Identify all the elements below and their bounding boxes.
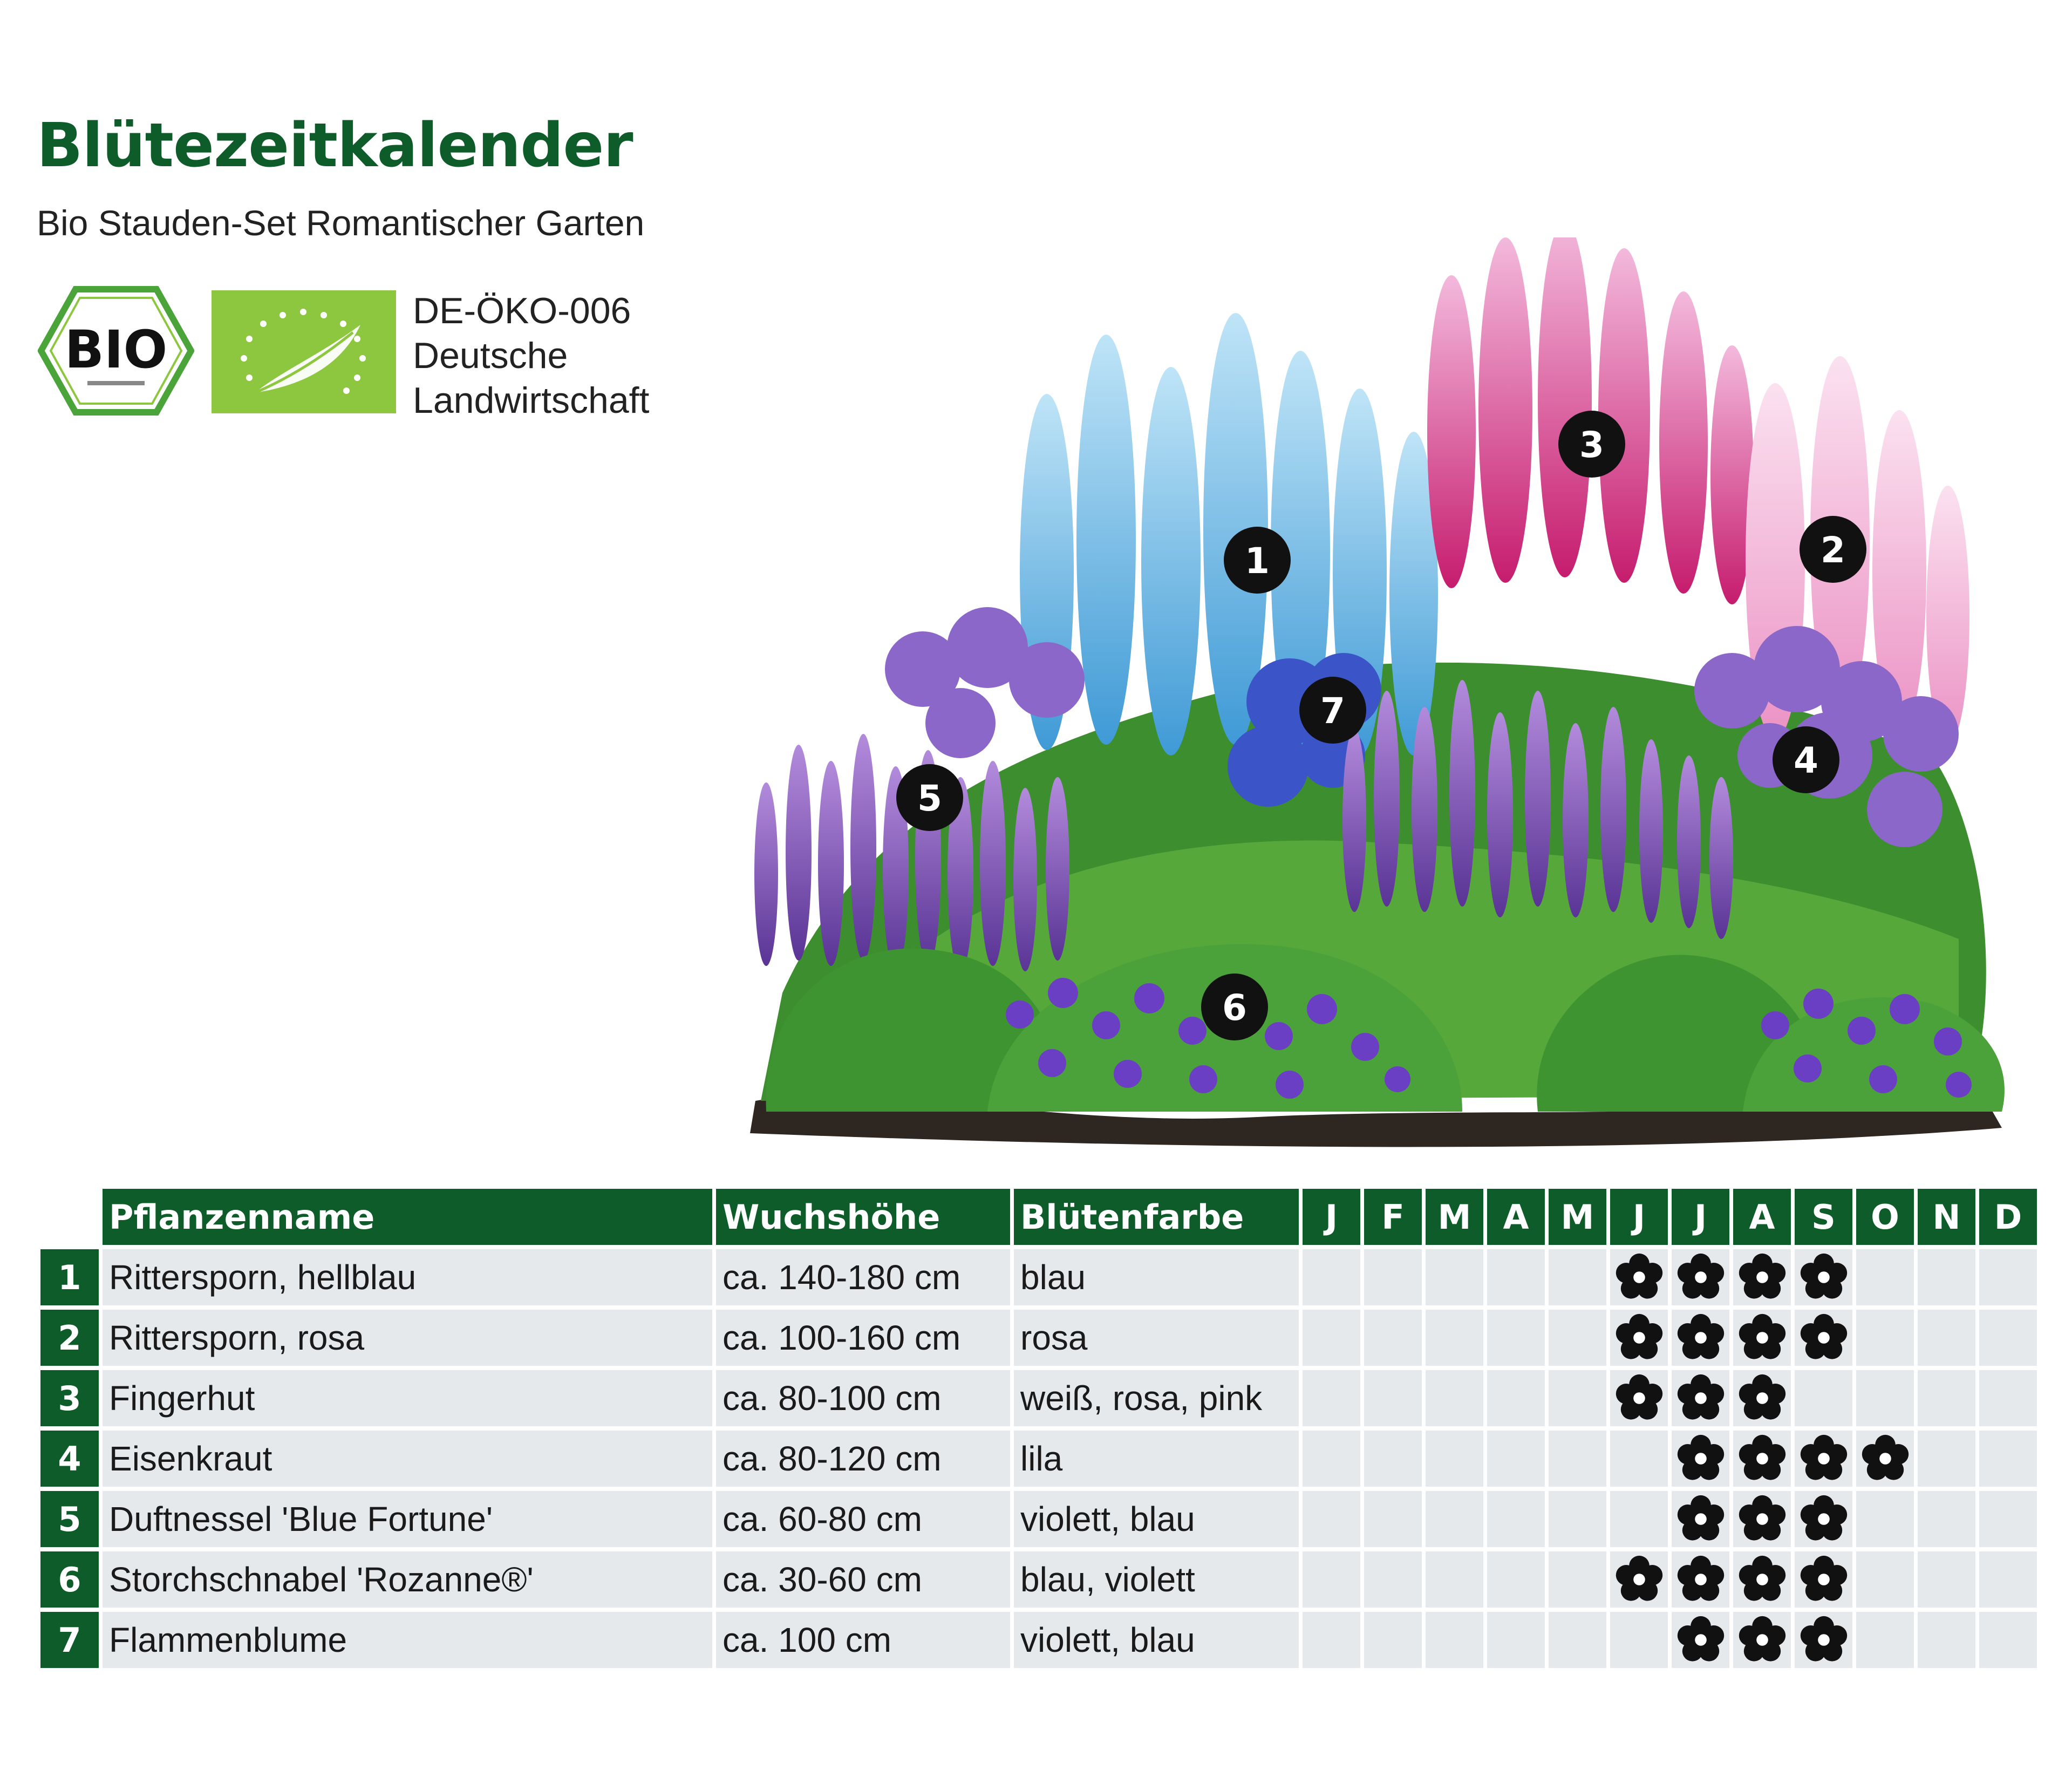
eu-organic-logo bbox=[212, 290, 396, 413]
flower-icon bbox=[1676, 1313, 1725, 1362]
plant-name: Fingerhut bbox=[103, 1370, 712, 1426]
row-number: 4 bbox=[40, 1431, 99, 1487]
month-cell bbox=[1795, 1370, 1852, 1426]
flower-color: weiß, rosa, pink bbox=[1014, 1370, 1299, 1426]
svg-text:1: 1 bbox=[1245, 540, 1270, 582]
flower-icon bbox=[1800, 1313, 1848, 1362]
month-cell bbox=[1672, 1310, 1729, 1366]
month-cell bbox=[1979, 1249, 2037, 1305]
flower-icon bbox=[1615, 1253, 1664, 1302]
table-row bbox=[40, 1491, 2037, 1547]
month-cell bbox=[1610, 1370, 1668, 1426]
flower-icon bbox=[1738, 1616, 1787, 1664]
month-cell bbox=[1610, 1249, 1668, 1305]
header-month: S bbox=[1795, 1189, 1852, 1245]
flower-icon bbox=[1676, 1616, 1725, 1664]
month-cell bbox=[1979, 1551, 2037, 1608]
svg-text:5: 5 bbox=[917, 778, 942, 819]
header-growth-height: Wuchshöhe bbox=[716, 1189, 1010, 1245]
flower-icon bbox=[1676, 1434, 1725, 1483]
month-cell bbox=[1856, 1491, 1914, 1547]
flower-icon bbox=[1800, 1495, 1848, 1543]
row-number: 3 bbox=[40, 1370, 99, 1426]
month-cell bbox=[1979, 1370, 2037, 1426]
month-cell bbox=[1426, 1370, 1483, 1426]
month-cell bbox=[1610, 1310, 1668, 1366]
month-cell bbox=[1795, 1249, 1852, 1305]
page-title: Blütezeitkalender bbox=[37, 111, 633, 181]
bloom-calendar-table bbox=[37, 1184, 2041, 1672]
header-month: M bbox=[1426, 1189, 1483, 1245]
month-cell bbox=[1303, 1310, 1360, 1366]
eu-organic-leaf-icon bbox=[212, 290, 396, 413]
month-cell bbox=[1303, 1612, 1360, 1668]
month-cell bbox=[1487, 1431, 1545, 1487]
growth-height: ca. 30-60 cm bbox=[716, 1551, 1010, 1608]
month-cell bbox=[1487, 1310, 1545, 1366]
marker-7 bbox=[1299, 677, 1366, 744]
svg-text:7: 7 bbox=[1320, 690, 1345, 732]
month-cell bbox=[1795, 1310, 1852, 1366]
flower-icon bbox=[1676, 1253, 1725, 1302]
month-cell bbox=[1733, 1612, 1791, 1668]
header-month: J bbox=[1303, 1189, 1360, 1245]
month-cell bbox=[1610, 1431, 1668, 1487]
flower-color: violett, blau bbox=[1014, 1491, 1299, 1547]
month-cell bbox=[1918, 1431, 1975, 1487]
flower-icon bbox=[1738, 1374, 1787, 1422]
header-month: J bbox=[1610, 1189, 1668, 1245]
flower-icon bbox=[1738, 1434, 1787, 1483]
month-cell bbox=[1364, 1431, 1422, 1487]
month-cell bbox=[1672, 1370, 1729, 1426]
flower-icon bbox=[1615, 1374, 1664, 1422]
flower-icon bbox=[1861, 1434, 1910, 1483]
flower-icon bbox=[1800, 1555, 1848, 1604]
flower-icon bbox=[1615, 1555, 1664, 1604]
month-cell bbox=[1364, 1249, 1422, 1305]
bio-seal-label: BIO bbox=[64, 319, 168, 380]
month-cell bbox=[1856, 1310, 1914, 1366]
month-cell bbox=[1856, 1551, 1914, 1608]
month-cell bbox=[1979, 1310, 2037, 1366]
marker-6 bbox=[1201, 973, 1268, 1040]
table-row bbox=[40, 1612, 2037, 1668]
header-month: O bbox=[1856, 1189, 1914, 1245]
month-cell bbox=[1303, 1249, 1360, 1305]
svg-text:2: 2 bbox=[1821, 529, 1845, 571]
table-row bbox=[40, 1431, 2037, 1487]
header-plant-name: Pflanzenname bbox=[103, 1189, 712, 1245]
flower-icon bbox=[1800, 1616, 1848, 1664]
header-month: A bbox=[1487, 1189, 1545, 1245]
month-cell bbox=[1733, 1551, 1791, 1608]
certification-origin-line1: Deutsche bbox=[413, 335, 568, 376]
flowerbed-illustration bbox=[718, 237, 2023, 1149]
row-number: 7 bbox=[40, 1612, 99, 1668]
month-cell bbox=[1918, 1612, 1975, 1668]
month-cell bbox=[1856, 1612, 1914, 1668]
header-corner bbox=[40, 1189, 99, 1245]
table-header-row bbox=[40, 1189, 2037, 1245]
header-month: N bbox=[1918, 1189, 1975, 1245]
month-cell bbox=[1426, 1551, 1483, 1608]
marker-2 bbox=[1800, 516, 1866, 583]
flower-icon bbox=[1615, 1313, 1664, 1362]
plant-name: Rittersporn, rosa bbox=[103, 1310, 712, 1366]
row-number: 1 bbox=[40, 1249, 99, 1305]
month-cell bbox=[1979, 1431, 2037, 1487]
month-cell bbox=[1672, 1431, 1729, 1487]
marker-3 bbox=[1558, 411, 1625, 478]
month-cell bbox=[1364, 1370, 1422, 1426]
certification-origin-line2: Landwirtschaft bbox=[413, 380, 650, 421]
month-cell bbox=[1487, 1249, 1545, 1305]
flower-color: rosa bbox=[1014, 1310, 1299, 1366]
month-cell bbox=[1610, 1551, 1668, 1608]
table-row bbox=[40, 1249, 2037, 1305]
month-cell bbox=[1549, 1491, 1606, 1547]
month-cell bbox=[1918, 1491, 1975, 1547]
marker-1 bbox=[1224, 527, 1291, 594]
month-cell bbox=[1364, 1491, 1422, 1547]
month-cell bbox=[1610, 1491, 1668, 1547]
month-cell bbox=[1303, 1370, 1360, 1426]
row-number: 5 bbox=[40, 1491, 99, 1547]
growth-height: ca. 100-160 cm bbox=[716, 1310, 1010, 1366]
header-month: A bbox=[1733, 1189, 1791, 1245]
month-cell bbox=[1610, 1612, 1668, 1668]
month-cell bbox=[1426, 1431, 1483, 1487]
month-cell bbox=[1918, 1249, 1975, 1305]
page-subtitle: Bio Stauden-Set Romantischer Garten bbox=[37, 203, 645, 243]
header-month: J bbox=[1672, 1189, 1729, 1245]
flower-icon bbox=[1800, 1434, 1848, 1483]
table-row bbox=[40, 1370, 2037, 1426]
header-month: M bbox=[1549, 1189, 1606, 1245]
month-cell bbox=[1918, 1551, 1975, 1608]
growth-height: ca. 140-180 cm bbox=[716, 1249, 1010, 1305]
growth-height: ca. 80-120 cm bbox=[716, 1431, 1010, 1487]
plant-name: Duftnessel 'Blue Fortune' bbox=[103, 1491, 712, 1547]
month-cell bbox=[1795, 1491, 1852, 1547]
month-cell bbox=[1733, 1310, 1791, 1366]
month-cell bbox=[1918, 1310, 1975, 1366]
month-cell bbox=[1918, 1370, 1975, 1426]
month-cell bbox=[1426, 1310, 1483, 1366]
month-cell bbox=[1733, 1431, 1791, 1487]
month-cell bbox=[1795, 1431, 1852, 1487]
row-number: 2 bbox=[40, 1310, 99, 1366]
month-cell bbox=[1303, 1551, 1360, 1608]
header-month: D bbox=[1979, 1189, 2037, 1245]
month-cell bbox=[1795, 1551, 1852, 1608]
month-cell bbox=[1487, 1491, 1545, 1547]
month-cell bbox=[1303, 1431, 1360, 1487]
month-cell bbox=[1364, 1551, 1422, 1608]
month-cell bbox=[1672, 1491, 1729, 1547]
growth-height: ca. 80-100 cm bbox=[716, 1370, 1010, 1426]
table-row bbox=[40, 1551, 2037, 1608]
month-cell bbox=[1549, 1310, 1606, 1366]
month-cell bbox=[1549, 1551, 1606, 1608]
month-cell bbox=[1426, 1612, 1483, 1668]
month-cell bbox=[1487, 1370, 1545, 1426]
month-cell bbox=[1672, 1612, 1729, 1668]
month-cell bbox=[1672, 1249, 1729, 1305]
flower-icon bbox=[1738, 1313, 1787, 1362]
svg-text:3: 3 bbox=[1579, 424, 1604, 466]
row-number: 6 bbox=[40, 1551, 99, 1608]
month-cell bbox=[1549, 1431, 1606, 1487]
plant-name: Eisenkraut bbox=[103, 1431, 712, 1487]
flower-icon bbox=[1738, 1555, 1787, 1604]
month-cell bbox=[1364, 1310, 1422, 1366]
month-cell bbox=[1856, 1249, 1914, 1305]
month-cell bbox=[1856, 1370, 1914, 1426]
certification-block bbox=[413, 289, 649, 423]
month-cell bbox=[1979, 1491, 2037, 1547]
month-cell bbox=[1795, 1612, 1852, 1668]
month-cell bbox=[1856, 1431, 1914, 1487]
plant-name: Flammenblume bbox=[103, 1612, 712, 1668]
flower-color: lila bbox=[1014, 1431, 1299, 1487]
certification-code: DE-ÖKO-006 bbox=[413, 290, 631, 331]
flower-icon bbox=[1676, 1495, 1725, 1543]
month-cell bbox=[1672, 1551, 1729, 1608]
flower-icon bbox=[1676, 1374, 1725, 1422]
plant-name: Rittersporn, hellblau bbox=[103, 1249, 712, 1305]
flower-color: violett, blau bbox=[1014, 1612, 1299, 1668]
month-cell bbox=[1549, 1612, 1606, 1668]
header-month: F bbox=[1364, 1189, 1422, 1245]
table-row bbox=[40, 1310, 2037, 1366]
month-cell bbox=[1549, 1249, 1606, 1305]
flower-color: blau bbox=[1014, 1249, 1299, 1305]
month-cell bbox=[1364, 1612, 1422, 1668]
month-cell bbox=[1487, 1551, 1545, 1608]
growth-height: ca. 100 cm bbox=[716, 1612, 1010, 1668]
month-cell bbox=[1549, 1370, 1606, 1426]
table-body bbox=[40, 1249, 2037, 1668]
month-cell bbox=[1733, 1491, 1791, 1547]
svg-text:4: 4 bbox=[1794, 740, 1818, 781]
month-cell bbox=[1303, 1491, 1360, 1547]
header-flower-color: Blütenfarbe bbox=[1014, 1189, 1299, 1245]
plant-name: Storchschnabel 'Rozanne®' bbox=[103, 1551, 712, 1608]
month-cell bbox=[1487, 1612, 1545, 1668]
month-cell bbox=[1979, 1612, 2037, 1668]
flowerbed-drawing bbox=[718, 237, 2023, 1149]
month-cell bbox=[1426, 1491, 1483, 1547]
flower-color: blau, violett bbox=[1014, 1551, 1299, 1608]
month-cell bbox=[1426, 1249, 1483, 1305]
marker-5 bbox=[896, 764, 963, 831]
flower-icon bbox=[1800, 1253, 1848, 1302]
month-cell bbox=[1733, 1370, 1791, 1426]
svg-text:6: 6 bbox=[1222, 987, 1247, 1029]
flower-icon bbox=[1738, 1495, 1787, 1543]
month-cell bbox=[1733, 1249, 1791, 1305]
growth-height: ca. 60-80 cm bbox=[716, 1491, 1010, 1547]
bio-seal-logo bbox=[38, 286, 194, 416]
marker-4 bbox=[1773, 726, 1839, 793]
flower-icon bbox=[1676, 1555, 1725, 1604]
flower-icon bbox=[1738, 1253, 1787, 1302]
